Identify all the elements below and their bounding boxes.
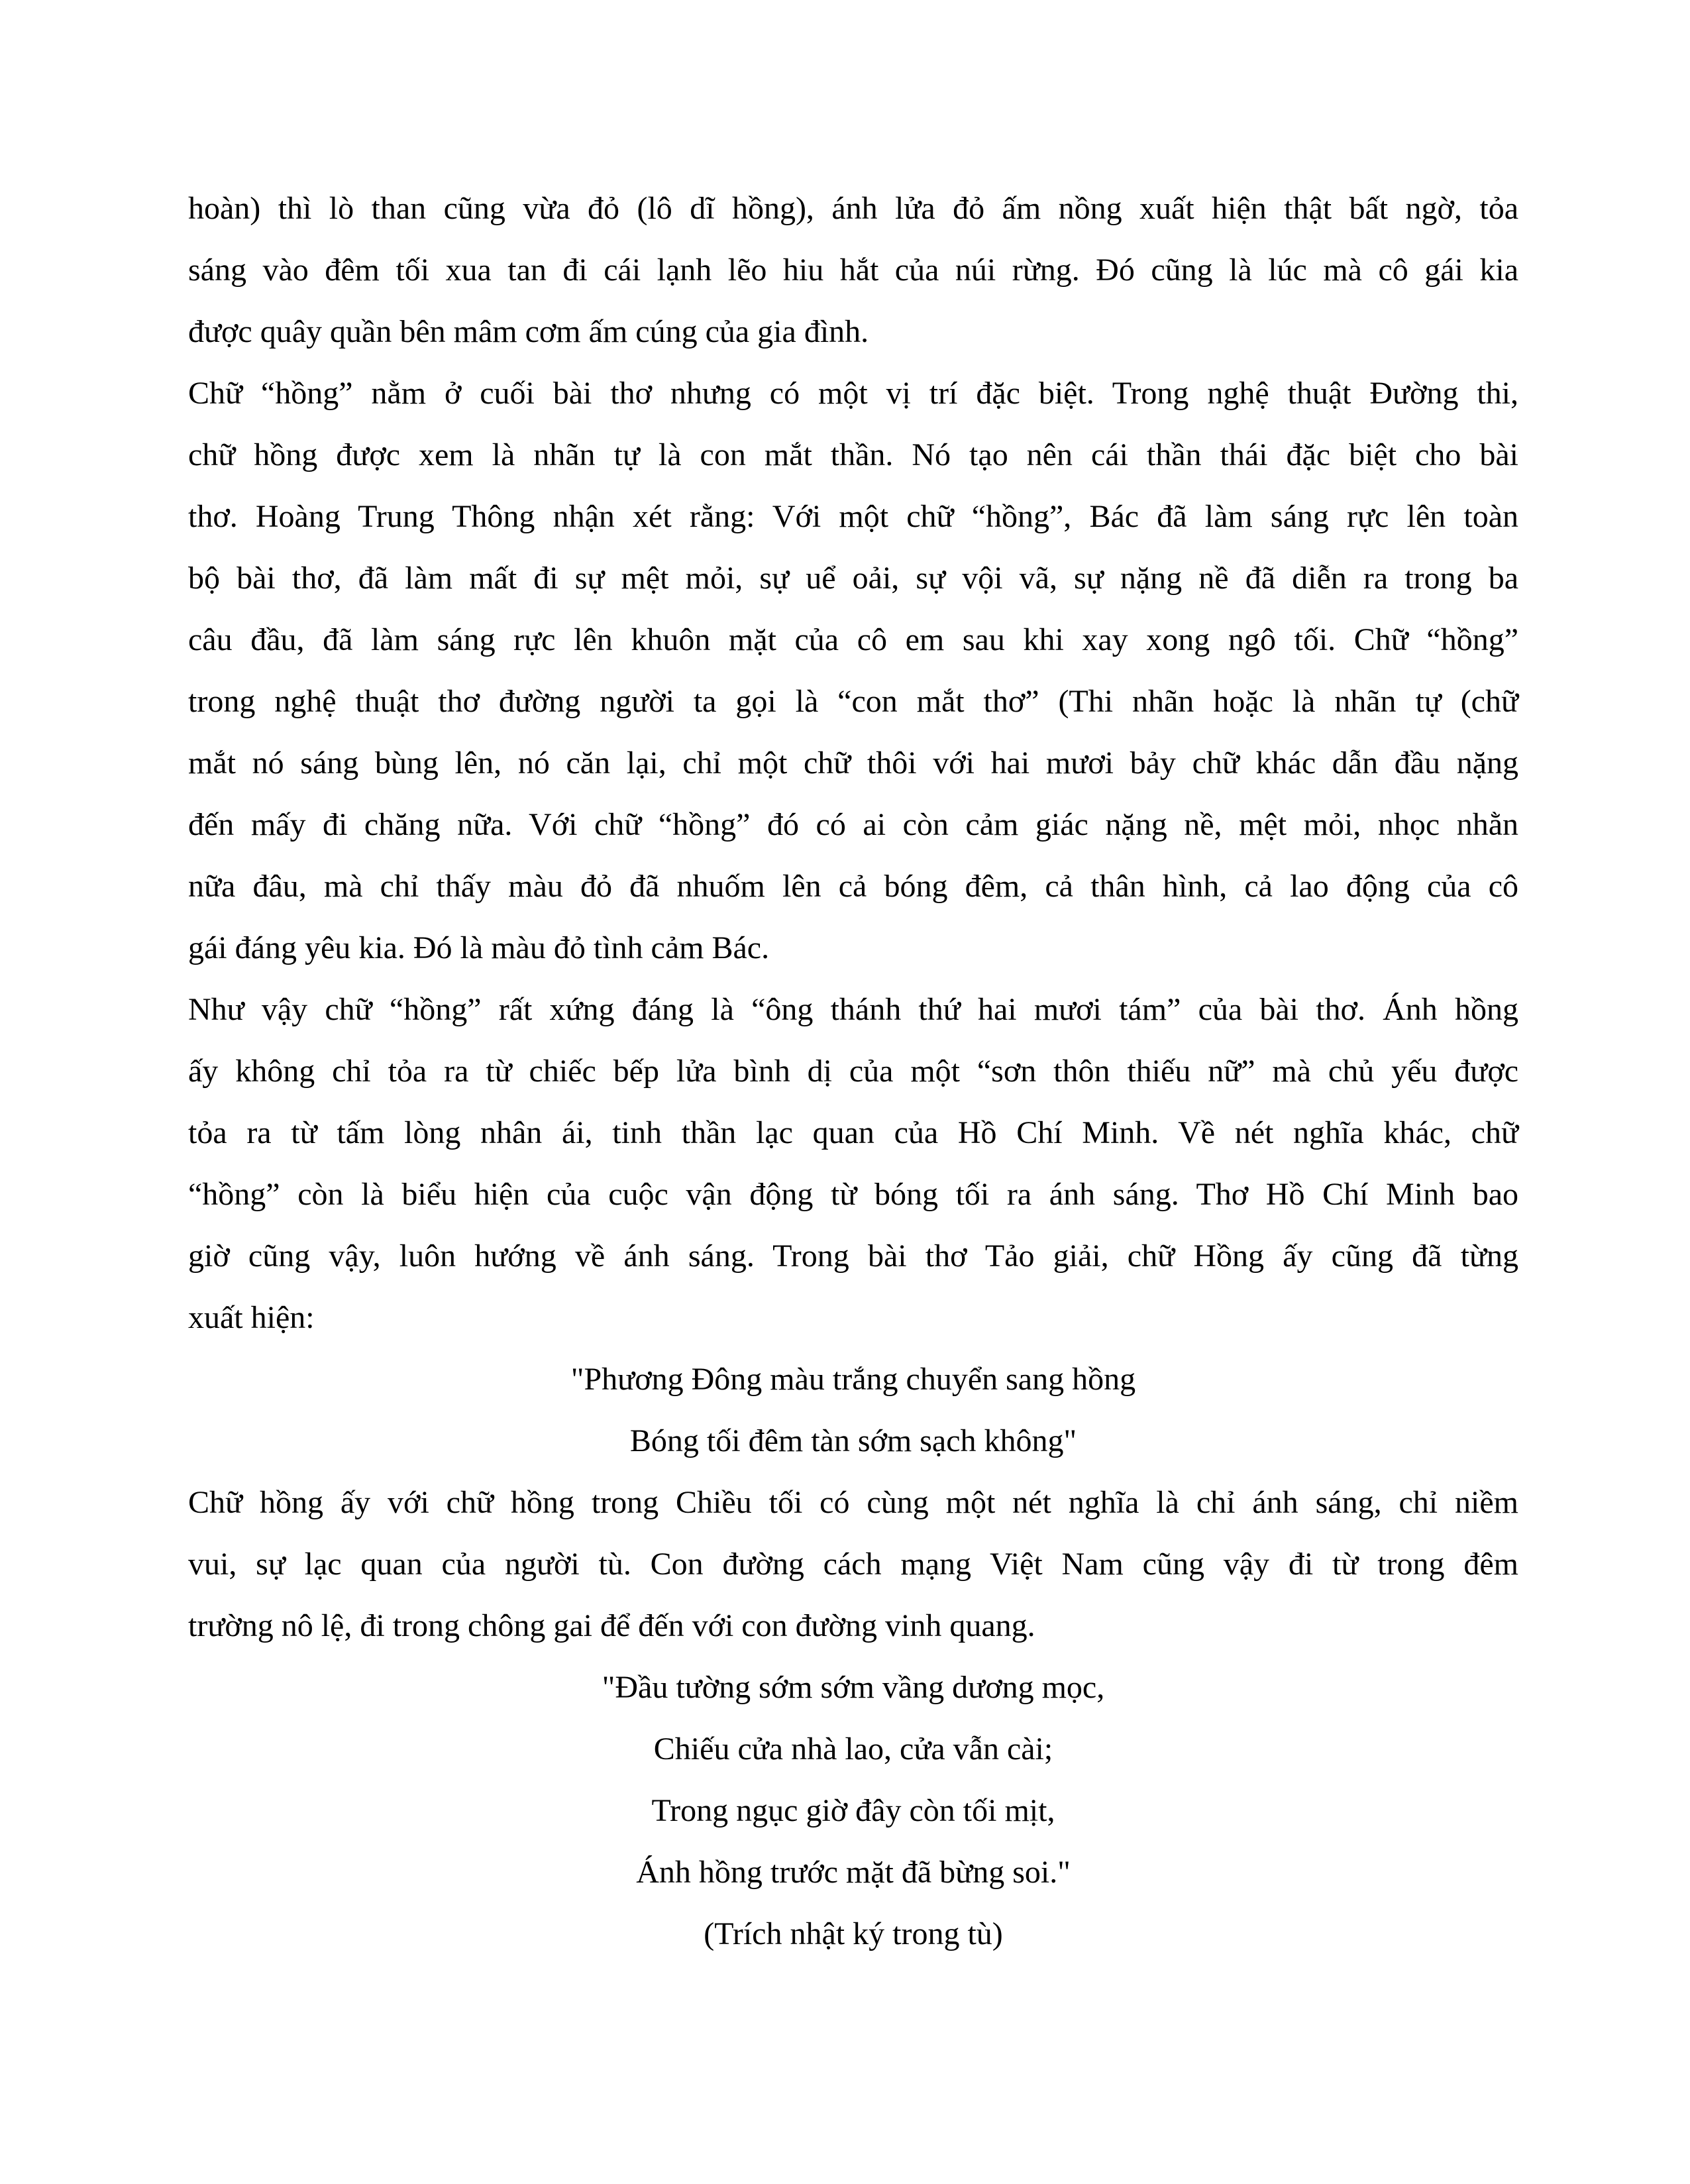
text-line: vui, sự lạc quan của người tù. Con đường cách mạng Việt Nam cũng vậy đi từ trong đêm — [188, 1547, 1518, 1582]
text-line: câu đầu, đã làm sáng rực lên khuôn mặt của cô em sau khi xay xong ngô tối. Chữ “hồng” — [188, 622, 1518, 657]
poem-line: Bóng tối đêm tàn sớm sạch không" — [629, 1423, 1077, 1458]
poem-line: "Phương Đông màu trắng chuyển sang hồng — [570, 1362, 1136, 1397]
poem-quote-1 — [188, 1348, 1518, 1472]
poem-line: "Đầu tường sớm sớm vầng dương mọc, — [602, 1670, 1105, 1705]
poem-quote-2 — [188, 1657, 1518, 1965]
poem-line: Chiếu cửa nhà lao, cửa vẫn cài; — [653, 1731, 1053, 1767]
paragraph-3 — [188, 979, 1518, 1348]
text-line: trong nghệ thuật thơ đường người ta gọi là “con mắt thơ” (Thi nhãn hoặc là nhãn tự (chữ — [188, 684, 1518, 719]
paragraph-1 — [188, 178, 1518, 362]
text-line: hoàn) thì lò than cũng vừa đỏ (lô dĩ hồng), ánh lửa đỏ ấm nồng xuất hiện thật bất ngờ, tỏa — [188, 191, 1518, 226]
text-line: gái đáng yêu kia. Đó là màu đỏ tình cảm Bác. — [188, 930, 770, 965]
poem-line: Ánh hồng trước mặt đã bừng soi." — [636, 1855, 1071, 1890]
text-line: Chữ “hồng” nằm ở cuối bài thơ nhưng có một vị trí đặc biệt. Trong nghệ thuật Đường thi, — [188, 376, 1518, 411]
text-line: bộ bài thơ, đã làm mất đi sự mệt mỏi, sự uể oải, sự vội vã, sự nặng nề đã diễn ra trong ba — [188, 561, 1518, 596]
paragraph-2 — [188, 362, 1518, 979]
text-line: sáng vào đêm tối xua tan đi cái lạnh lẽo hiu hắt của núi rừng. Đó cũng là lúc mà cô gái kia — [188, 252, 1518, 288]
text-line: nữa đâu, mà chỉ thấy màu đỏ đã nhuốm lên cả bóng đêm, cả thân hình, cả lao động của cô — [188, 869, 1518, 904]
poem-source-caption: (Trích nhật ký trong tù) — [704, 1916, 1003, 1951]
text-line: ấy không chỉ tỏa ra từ chiếc bếp lửa bình dị của một “sơn thôn thiếu nữ” mà chủ yếu được — [188, 1054, 1518, 1089]
text-line: thơ. Hoàng Trung Thông nhận xét rằng: Với một chữ “hồng”, Bác đã làm sáng rực lên toàn — [188, 499, 1518, 534]
text-line: trường nô lệ, đi trong chông gai để đến với con đường vinh quang. — [188, 1608, 1035, 1643]
text-line: chữ hồng được xem là nhãn tự là con mắt thần. Nó tạo nên cái thần thái đặc biệt cho bài — [188, 437, 1518, 472]
paragraph-4 — [188, 1472, 1518, 1657]
text-line: đến mấy đi chăng nữa. Với chữ “hồng” đó có ai còn cảm giác nặng nề, mệt mỏi, nhọc nhằn — [188, 807, 1518, 842]
text-line: mắt nó sáng bùng lên, nó căn lại, chỉ một chữ thôi với hai mươi bảy chữ khác dẫn đầu nặng — [188, 745, 1518, 781]
text-line: giờ cũng vậy, luôn hướng về ánh sáng. Trong bài thơ Tảo giải, chữ Hồng ấy cũng đã từng — [188, 1238, 1518, 1274]
text-line: tỏa ra từ tấm lòng nhân ái, tinh thần lạc quan của Hồ Chí Minh. Về nét nghĩa khác, chữ — [188, 1115, 1518, 1150]
text-line: Chữ hồng ấy với chữ hồng trong Chiều tối có cùng một nét nghĩa là chỉ ánh sáng, chỉ niềm — [188, 1485, 1518, 1520]
text-line: Như vậy chữ “hồng” rất xứng đáng là “ông thánh thứ hai mươi tám” của bài thơ. Ánh hồng — [188, 992, 1518, 1027]
poem-line: Trong ngục giờ đây còn tối mịt, — [651, 1793, 1055, 1828]
text-line: được quây quần bên mâm cơm ấm cúng của gia đình. — [188, 314, 869, 349]
text-line: xuất hiện: — [188, 1300, 315, 1335]
text-line: “hồng” còn là biểu hiện của cuộc vận động từ bóng tối ra ánh sáng. Thơ Hồ Chí Minh bao — [188, 1177, 1518, 1212]
